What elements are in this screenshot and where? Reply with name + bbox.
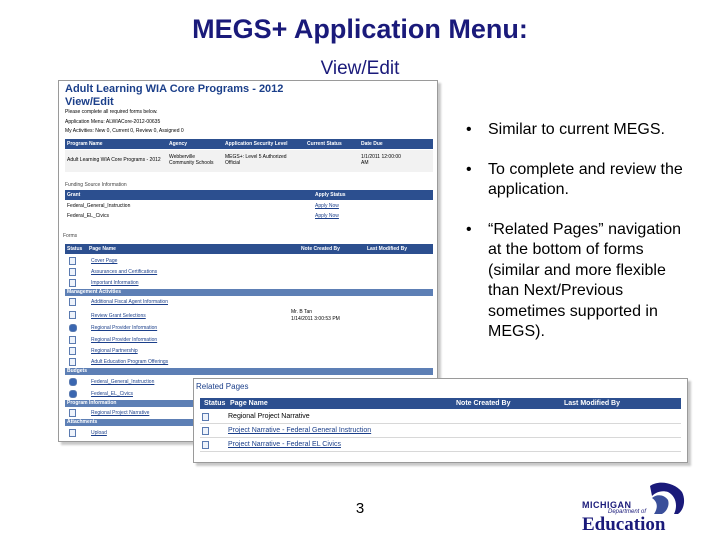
col-program-name: Program Name — [67, 141, 103, 147]
page-number: 3 — [355, 500, 365, 517]
funding-grant-1: Federal_General_Instruction — [67, 203, 131, 209]
related-pages-screenshot — [193, 378, 688, 463]
app-security-cell: MEGS+: Level 5 Authorized Official — [225, 154, 287, 166]
form-link-regional-provider-2[interactable]: Regional Provider Information — [91, 337, 158, 343]
slide-subtitle: View/Edit — [320, 58, 400, 79]
form-link-cover-page[interactable]: Cover Page — [91, 258, 118, 264]
related-pages-header — [200, 398, 681, 409]
activities-line: My Activities: New 0, Current 0, Review 0, Assigned 0 — [65, 128, 184, 134]
col-note-created-by: Note Created By — [456, 400, 511, 407]
app-date-due-cell: 1/1/2011 12:00:00 AM — [361, 154, 401, 166]
related-pages-title: Related Pages — [196, 382, 249, 391]
form-link-regional-provider[interactable]: Regional Provider Information — [91, 325, 158, 331]
form-link-regional-partnership[interactable]: Regional Partnership — [91, 348, 138, 354]
application-table-header — [65, 139, 433, 149]
related-row[interactable]: Project Narrative - Federal General Instruction — [200, 424, 681, 438]
completed-status-icon — [69, 324, 77, 332]
col-grant: Grant — [67, 192, 81, 198]
col-page-name: Page Name — [230, 400, 268, 407]
document-icon — [202, 441, 209, 449]
document-icon — [69, 409, 76, 417]
instruction-text: Please complete all required forms below. — [65, 109, 158, 115]
col-last-modified-by: Last Modified By — [564, 400, 621, 407]
col-apply-status: Apply Status — [315, 192, 346, 198]
col-status: Status — [67, 246, 83, 252]
upload-link[interactable]: Upload — [91, 430, 107, 436]
related-row[interactable]: Project Narrative - Federal EL Civics — [200, 438, 681, 452]
document-icon — [69, 298, 76, 306]
funding-section-label: Funding Source Information — [65, 182, 127, 188]
app-program-cell: Adult Learning WIA Core Programs - 2012 — [67, 157, 161, 163]
completed-status-icon — [69, 390, 77, 398]
form-link-project-narrative[interactable]: Regional Project Narrative — [91, 410, 150, 416]
related-row[interactable]: Regional Project Narrative — [200, 410, 681, 424]
col-security-level: Application Security Level — [225, 141, 288, 147]
budget-link-el-civics[interactable]: Federal_EL_Civics — [91, 391, 133, 397]
apply-now-link-2[interactable]: Apply Now — [315, 213, 339, 219]
forms-section-label: Forms — [63, 233, 78, 239]
modified-by-date: 1/14/2011 3:00:53 PM — [291, 316, 340, 322]
form-link-assurances[interactable]: Assurances and Certifications — [91, 269, 158, 275]
bullet-list — [466, 120, 690, 362]
bullet-item: • Similar to current MEGS. — [466, 121, 665, 138]
app-agency-cell: Webberville Community Schools — [169, 154, 214, 166]
michigan-education-logo — [578, 478, 688, 536]
budgets-bar: Budgets — [65, 368, 433, 375]
bullet-item: • To complete and review the application. — [466, 160, 683, 198]
document-icon — [69, 279, 76, 287]
col-date-due: Date Due — [361, 141, 383, 147]
completed-status-icon — [69, 378, 77, 386]
funding-table-header — [65, 190, 433, 200]
budget-link-general[interactable]: Federal_General_Instruction — [91, 379, 155, 385]
document-icon — [202, 427, 209, 435]
document-icon — [69, 257, 76, 265]
col-agency: Agency — [169, 141, 188, 147]
slide-title: MEGS+ Application Menu: — [192, 14, 528, 44]
modified-by-name: Mr. B Tan — [291, 309, 313, 315]
col-status: Status — [204, 400, 226, 407]
col-note-created-by: Note Created By — [301, 246, 340, 252]
application-line: Application Menu: ALWIACore-2012-00635 — [65, 119, 161, 125]
apply-now-link-1[interactable]: Apply Now — [315, 203, 339, 209]
document-icon — [69, 311, 76, 319]
col-page-name: Page Name — [89, 246, 116, 252]
management-activities-bar: Management Activities — [65, 289, 433, 296]
form-link-program-offerings[interactable]: Adult Education Program Offerings — [91, 359, 169, 365]
form-link-important-info[interactable]: Important Information — [91, 280, 139, 286]
attachments-bar: Attachments — [65, 419, 433, 426]
program-information-bar: Program Information — [65, 400, 433, 407]
document-icon — [69, 429, 76, 437]
logo-state: MICHIGAN — [582, 500, 632, 510]
program-title: Adult Learning WIA Core Programs - 2012 — [65, 83, 284, 95]
logo-dept: Department of — [608, 509, 647, 515]
document-icon — [69, 336, 76, 344]
forms-table-header — [65, 244, 433, 254]
document-icon — [69, 268, 76, 276]
logo-name: Education — [582, 514, 666, 535]
funding-grant-2: Federal_EL_Civics — [67, 213, 109, 219]
bullet-item: • “Related Pages” navigation at the bottom of forms (similar and more flexible than Next/Previous sometimes supported in MEGS). — [466, 220, 682, 340]
form-link-review-grant[interactable]: Review Grant Selections — [91, 313, 146, 319]
page-heading: View/Edit — [65, 96, 114, 108]
col-last-modified-by: Last Modified By — [367, 246, 408, 252]
document-icon — [69, 347, 76, 355]
document-icon — [69, 358, 76, 366]
form-link-fiscal-agent[interactable]: Additional Fiscal Agent Information — [91, 299, 168, 305]
col-current-status: Current Status — [307, 141, 342, 147]
document-icon — [202, 413, 209, 421]
